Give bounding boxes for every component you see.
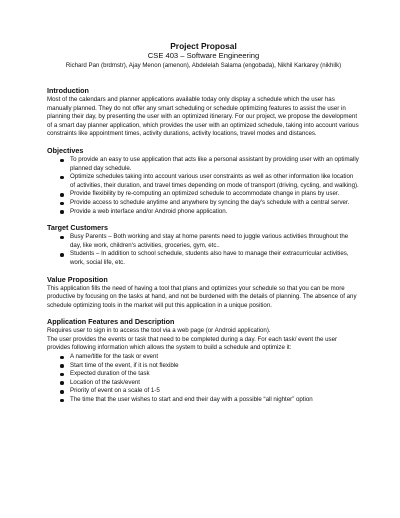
objectives-list bbox=[47, 156, 360, 216]
list-item: Students – In addition to school schedule, students also have to manage their extracurricular activities, work, social life, etc. bbox=[60, 250, 360, 267]
value-proposition-heading: Value Proposition bbox=[47, 274, 108, 284]
objectives-heading: Objectives bbox=[47, 145, 84, 155]
list-item: Provide access to schedule anytime and anywhere by syncing the day's schedule with a central server. bbox=[60, 199, 360, 208]
introduction-text: Most of the calendars and planner applications available today only display a schedule which the user has manually planned. They do not offer any smart scheduling or schedule optimizing features to assist the user in planning their day, by presenting the user with an optimized itinerary. For our project, we propose the development of a smart day planner application, which provides the user with an optimized schedule, taking into account various constraints like appointment times, activity durations, activity locations, travel modes and distances. bbox=[47, 96, 359, 138]
list-item: Start time of the event, if it is not flexible bbox=[60, 362, 360, 371]
features-heading: Application Features and Description bbox=[47, 317, 175, 327]
target-customers-heading: Target Customers bbox=[47, 223, 108, 233]
list-item: Expected duration of the task bbox=[60, 370, 360, 379]
features-text-tasks: The user provides the events or task that need to be completed during a day. For each task/ event the user provides following information which allows the system to build a schedule and optimize it: bbox=[47, 335, 338, 352]
features-text-signin: Requires user to sign in to access the tool via a web page (or Android application). bbox=[47, 327, 271, 335]
objectives-section bbox=[47, 146, 360, 216]
target-customers-section bbox=[47, 223, 360, 267]
document-title: Project Proposal bbox=[170, 41, 237, 51]
list-item: Optimize schedules taking into account various user constraints as well as other information like location of activities, their duration, and travel times depending on mode of transport (driving, cycling, and walking). bbox=[60, 173, 360, 190]
list-item: Provide flexibility by re-computing an optimized schedule to accommodate change in plans by user. bbox=[60, 190, 360, 199]
target-customers-list bbox=[47, 233, 360, 267]
list-item: Priority of event on a scale of 1-5 bbox=[60, 387, 360, 396]
introduction-heading: Introduction bbox=[47, 86, 89, 95]
list-item: To provide an easy to use application that acts like a personal assistant by providing user with an optimally planned day schedule. bbox=[60, 156, 360, 173]
introduction-section bbox=[47, 86, 360, 139]
list-item: The time that the user wishes to start and end their day with a possible “all nighter” option bbox=[60, 396, 360, 405]
authors-line: Richard Pan (brdmstr), Ajay Menon (amenon), Abdelelah Salama (engobada), Nikhil Karkarey (nikhilk) bbox=[65, 62, 342, 69]
list-item: Location of the task/event bbox=[60, 379, 360, 388]
document-header bbox=[47, 41, 360, 70]
features-section bbox=[47, 317, 360, 404]
list-item: Busy Parents – Both working and stay at home parents need to juggle various activities throughout the day, like work, children's activities, groceries, gym, etc.. bbox=[60, 233, 360, 250]
value-proposition-section bbox=[47, 275, 360, 311]
list-item: Provide a web interface and/or Android phone application. bbox=[60, 208, 360, 217]
list-item: A name/title for the task or event bbox=[60, 353, 360, 362]
value-proposition-text: This application fills the need of having a tool that plans and optimizes your schedule so that you can be more productive by focusing on the tasks at hand, and not be burdened with the details of planning. The absence of any schedule optimizing tools in the market will put this application in a unique position. bbox=[47, 284, 357, 309]
course-name: CSE 403 – Software Engineering bbox=[147, 51, 260, 60]
features-list bbox=[47, 353, 360, 405]
